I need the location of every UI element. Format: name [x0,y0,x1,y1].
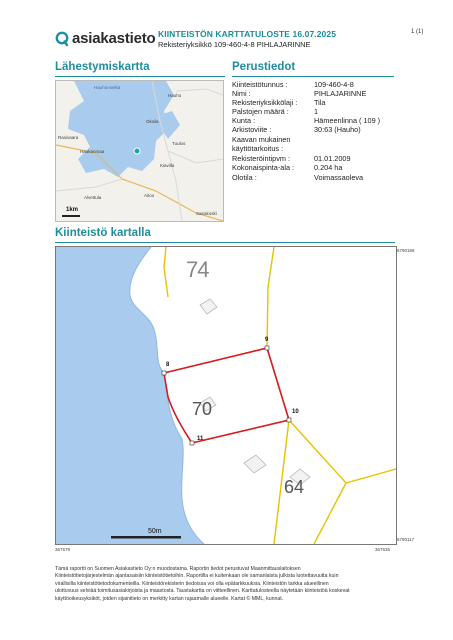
info-row [232,125,407,135]
info-label: Olotila : [232,173,257,182]
parcel-number: 74 [186,257,209,282]
boundary-marker [265,346,269,350]
place-label: Hauhonselkä [94,85,121,90]
coordinate-label: 6790117 [397,537,415,542]
disclaimer-line: virallisilla kiinteistötietodokumenteilla. Kiinteistörekisterin tiedoissa voi olla epätarkkuuksia. Kiinteistön tarkka alueellinen [55,580,329,587]
boundary-point-label: 9 [265,337,269,343]
coordinate-label: 367579 [55,547,71,552]
info-value: 109-460-4-8 [314,80,354,89]
nearby-map-rule [55,76,225,77]
place-label: Sairakoski [196,211,217,216]
asiakastieto-logo [55,30,155,47]
info-value: Voimassaoleva [314,173,364,182]
scale-bar [111,536,181,539]
info-value: 30:63 (Hauho) [314,125,361,134]
nearby-map-title: Lähestymiskartta [55,61,150,73]
info-label: Kokonaispinta-ala : [232,163,295,172]
property-map-title: Kiinteistö kartalla [55,227,151,239]
coordinate-label: 6790168 [397,248,415,253]
place-label: Alvettula [84,195,102,200]
info-value: Hämeenlinna ( 109 ) [314,116,381,125]
boundary-point-label: 10 [292,409,299,415]
disclaimer-line: ulottuvuus selviää toimitusasiakirjoista ja maastosta. Taustakartta on viitteellinen. Karttatulosteella näytetään kiinteistöä koskevat [55,588,350,595]
info-value: Tila [314,98,326,107]
boundary-point-label: 11 [197,436,204,442]
scale-label: 1km [66,207,79,213]
disclaimer-line: käyttöoikeusyksiköt, jotden sijainitieto on merkitty kartan rajaamalle alueelle. Kartat © MML, kunnat. [55,595,284,602]
place-label: Oksila [146,119,159,124]
info-value: 01.01.2009 [314,154,351,163]
place-label: Tuulos [172,141,186,146]
info-row [232,173,407,183]
page-number: 1 (1) [411,29,424,35]
report-title: KIINTEISTÖN KARTTATULOSTE 16.07.2025 [158,29,337,39]
disclaimer [55,566,395,603]
basic-info-rule [232,76,394,77]
parcel-number: 64 [284,477,305,497]
property-map-rule [55,242,395,243]
basic-info-title: Perustiedot [232,61,296,73]
boundary-marker [190,441,194,445]
info-row [232,163,407,173]
disclaimer-line: Kiinteistötietojärjestelmän ajantasaisiin kiinteistötietoihin. Raportilla ei kuitenkaan ole samanlaista julkista luotettavuutta kuin [55,573,339,580]
place-label: Rasivaara [58,135,79,140]
property-map-graphic [56,247,396,544]
info-value: PIHLAJARINNE [314,89,367,98]
scale-label: 50m [148,528,162,535]
info-row [232,144,407,154]
place-label: Hauho [168,93,182,98]
boundary-point-label: 8 [166,362,170,368]
info-label: käyttötarkoitus : [232,144,284,153]
info-label: Kiinteistötunnus : [232,80,288,89]
disclaimer-line: Tämä raportti on Suomen Asiakastieto Oy:n muodostama. Raportin tiedot perustuvat Maanmittauslaitoksen [55,566,301,572]
info-label: Nimi : [232,89,251,98]
place-label: Kiavilla [160,163,175,168]
report-subtitle: Rekisteriyksikkö 109-460-4-8 PIHLAJARINNE [158,40,311,49]
boundary-marker [287,418,291,422]
logo-text: asiakastieto [72,30,156,47]
property-map [55,246,397,545]
info-value: 0.204 ha [314,163,343,172]
place-label: Haukanmaa [80,149,105,154]
info-label: Kunta : [232,116,256,125]
nearby-map [55,80,224,222]
info-label: Palstojen määrä : [232,107,289,116]
info-label: Rekisteröintipvm : [232,154,290,163]
info-label: Kaavan mukainen [232,135,291,144]
place-label: Aitoo [144,193,155,198]
info-label: Arkistoviite : [232,125,272,134]
boundary-marker [162,371,166,375]
info-label: Rekisteriyksikkölaji : [232,98,298,107]
coordinate-label: 367635 [375,547,391,552]
parcel-number: 70 [192,399,213,419]
location-pin-icon [55,31,69,47]
info-value: 1 [314,107,319,116]
